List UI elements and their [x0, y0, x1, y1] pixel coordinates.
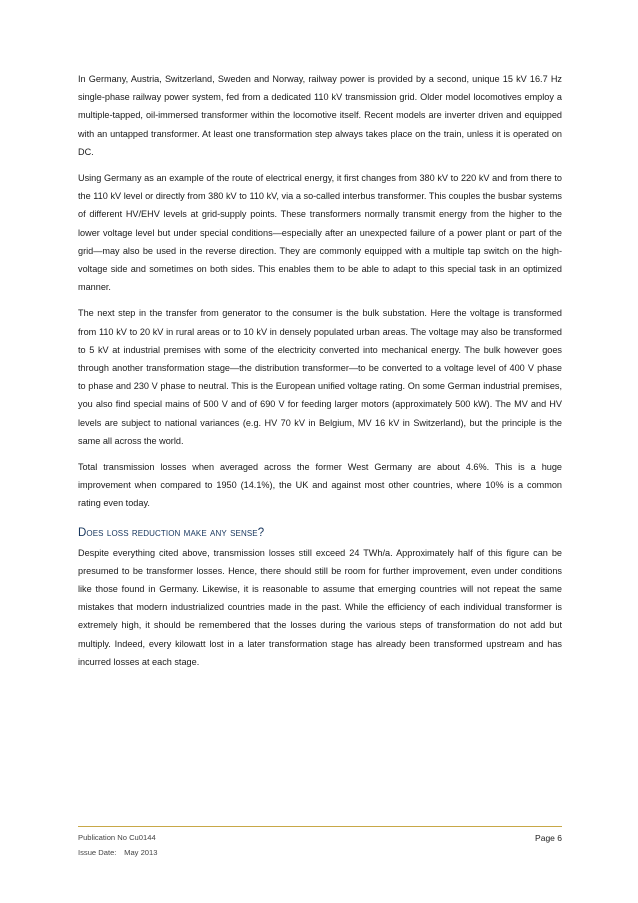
section-heading: Does loss reduction make any sense? [78, 526, 265, 539]
paragraph-loss-reduction: Despite everything cited above, transmission losses still exceed 24 TWh/a. Approximately half of this figure can be presumed to be transformer losses. Hence, there should still be room for further improvement, even under conditions like those found in Germany. Likewise, it is reasonable to assume that emerging countries will not repeat the same mistakes that modern industrialized countries made in the past. While the efficiency of each individual transformer is extremely high, it should be remembered that the losses during the various steps of transformation do not add but multiply. Indeed, every kilowatt lost in a later transformation stage has already been transformed upstream and has incurred losses at each stage. [78, 547, 562, 667]
paragraph-energy-route: Using Germany as an example of the route of electrical energy, it first changes from 380 kV to 220 kV and from there to the 110 kV level or directly from 380 kV to 110 kV, via a so-called interbus transformer. This couples the busbar systems of different HV/EHV levels at grid-supply points. These transformers normally transmit energy from the higher to the lower voltage level but under special conditions—especially after an unexpected failure of a power plant or part of the grid—may also be used in the reverse direction. They are commonly equipped with a multiple tap switch on the high-voltage side and sometimes on both sides. This enables them to be able to adapt to this special task in an optimized manner. [78, 173, 562, 293]
document-body [78, 70, 562, 679]
publication-number: Publication No Cu0144 [78, 833, 156, 842]
paragraph-transmission-losses: Total transmission losses when averaged across the former West Germany are about 4.6%. This is a huge improvement when compared to 1950 (14.1%), the UK and against most other countries, where 10% is a common rating even today. [78, 462, 562, 509]
paragraph-bulk-substation: The next step in the transfer from generator to the consumer is the bulk substation. Here the voltage is transformed from 110 kV to 20 kV in rural areas or to 10 kV in densely populated urban areas. The voltage may also be transformed to 5 kV at industrial premises with some of the electricity converted into mechanical energy. The bulk however goes through another transformation stage—the distribution transformer—to be converted to a voltage level of 400 V phase to phase and 230 V phase to neutral. This is the European unified voltage rating. On some German industrial premises, you also find special mains of 500 V and of 690 V for feeding larger motors (approximately 500 kW). The MV and HV levels are subject to national variances (e.g. HV 70 kV in Belgium, MV 16 kV in Switzerland), but the principle is the same all across the world. [78, 308, 562, 446]
page-number: Page 6 [535, 833, 562, 843]
issue-date-label: Issue Date: [78, 848, 117, 857]
paragraph-railway-power: In Germany, Austria, Switzerland, Sweden and Norway, railway power is provided by a second, unique 15 kV 16.7 Hz single-phase railway power system, fed from a dedicated 110 kV transmission grid. Older model locomotives employ a multiple-tapped, oil-immersed transformer within the locomotive itself. Recent models are inverter driven and equipped with an untapped transformer. At least one transformation step always takes place on the train, unless it is operated on DC. [78, 74, 562, 157]
footer-divider [78, 826, 562, 827]
issue-date-value: May 2013 [124, 848, 158, 857]
footer-issue-row [78, 848, 562, 857]
footer-publication-row [78, 833, 562, 842]
